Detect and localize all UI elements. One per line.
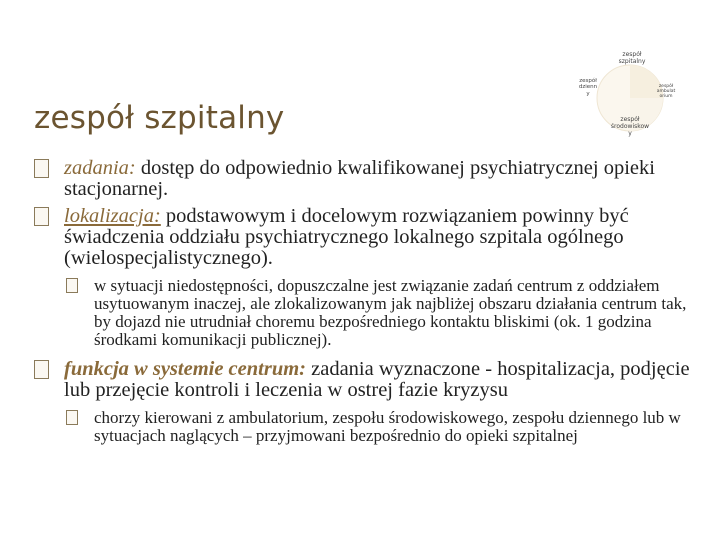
bullet-text: zadania wyznaczone - hospitalizacja, podjęcie lub przejęcie kontroli i leczenia w ostrej fazie kryzysu <box>64 358 690 401</box>
slide-title: zespół szpitalny <box>34 100 285 136</box>
bullet-tasks <box>34 158 704 200</box>
sub-bullet-function <box>34 409 704 445</box>
bullet-marker-icon <box>34 159 49 178</box>
bullet-marker-icon <box>34 360 49 379</box>
bullet-marker-icon <box>34 207 49 226</box>
sub-bullet-marker-icon <box>66 410 78 425</box>
diagram-label-outpatient: zespół ambulat orium <box>656 84 676 100</box>
diagram-label-day: zespół dzienn y <box>578 78 598 97</box>
bullet-term: funkcja w systemie centrum: <box>64 358 307 380</box>
sub-bullet-location <box>34 277 704 349</box>
bullet-text: dostęp do odpowiednio kwalifikowanej psychiatrycznej opieki stacjonarnej. <box>64 157 655 200</box>
bullet-text: podstawowym i docelowym rozwiązaniem powinny być świadczenia oddziału psychiatrycznego lokalnego szpitala ogólnego (wielospecjalistycznego). <box>64 205 629 269</box>
slide-body <box>34 158 704 455</box>
bullet-term: zadania: <box>64 157 136 179</box>
bullet-term: lokalizacja: <box>64 205 161 227</box>
diagram-label-hospital: zespół szpitalny <box>618 51 646 65</box>
sub-bullet-text: w sytuacji niedostępności, dopuszczalne jest związanie zadań centrum z oddziałem usytuowanym inaczej, ale zlokalizowanym jak najbliżej obszaru działania centrum tak, by dojazd nie utrudniał choremu bezpośredniego kontaktu bliskimi (ok. 1 godzina środkami komunikacji publicznej). <box>94 276 687 349</box>
diagram-label-community: zespół środowiskow y <box>610 116 650 137</box>
team-diagram <box>560 40 720 150</box>
sub-bullet-marker-icon <box>66 278 78 293</box>
bullet-function <box>34 359 704 401</box>
bullet-location <box>34 206 704 269</box>
sub-bullet-text: chorzy kierowani z ambulatorium, zespołu środowiskowego, zespołu dziennego lub w sytuacjach naglących – przyjmowani bezpośrednio do opieki szpitalnej <box>94 408 681 445</box>
